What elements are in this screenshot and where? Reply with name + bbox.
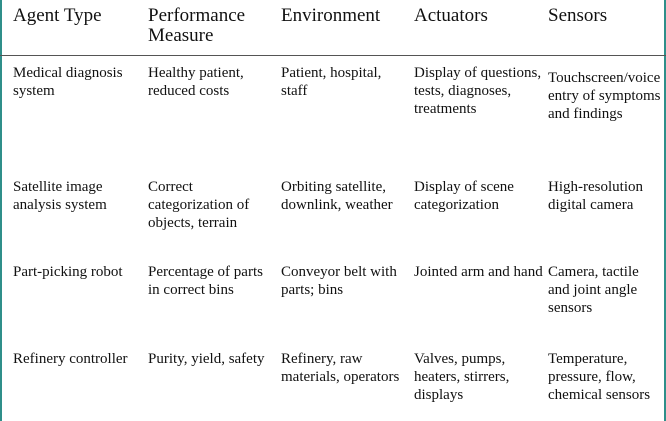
cell-performance-measure: Healthy patient, reduced costs [148, 64, 244, 99]
cell-agent-type: Satellite image analysis system [13, 179, 107, 213]
cell-environment: Orbiting satellite, downlink, weather [281, 179, 393, 213]
cell-environment: Patient, hospital, staff [281, 64, 382, 99]
table-row [0, 172, 666, 261]
cell-sensors: Camera, tactile and joint angle sensors [548, 264, 639, 316]
cell-environment: Conveyor belt with parts; bins [281, 264, 397, 298]
table-row [0, 261, 666, 350]
cell-performance-measure: Purity, yield, safety [148, 351, 265, 367]
table-header [0, 0, 666, 55]
cell-sensors: Touchscreen/voice entry of symptoms and findings [548, 69, 661, 122]
cell-actuators: Valves, pumps, heaters, stirrers, displays [414, 351, 510, 403]
cell-actuators: Jointed arm and hand [414, 264, 543, 280]
cell-environment: Refinery, raw materials, operators [281, 351, 400, 385]
cell-actuators: Display of scene categorization [414, 179, 514, 213]
header-sensors: Sensors [547, 0, 666, 55]
cell-performance-measure: Correct categorization of objects, terrain [148, 179, 250, 231]
cell-sensors: Temperature, pressure, flow, chemical sensors [548, 351, 651, 403]
cell-actuators: Display of questions, tests, diagnoses, treatments [414, 64, 542, 117]
header-actuators: Actuators [413, 0, 547, 55]
table-row [0, 55, 666, 172]
cell-agent-type: Refinery controller [13, 351, 128, 367]
header-environment: Environment [280, 0, 413, 55]
cell-performance-measure: Percentage of parts in correct bins [148, 264, 263, 298]
table-body [0, 55, 666, 421]
cell-agent-type: Part-picking robot [13, 264, 123, 280]
header-row [0, 0, 666, 55]
cell-sensors: High-resolution digital camera [548, 179, 643, 213]
header-agent-type: Agent Type [0, 0, 147, 55]
header-performance-measure: Performance Measure [147, 0, 280, 55]
cell-agent-type: Medical diagnosis system [13, 64, 123, 99]
table-row [0, 350, 666, 421]
